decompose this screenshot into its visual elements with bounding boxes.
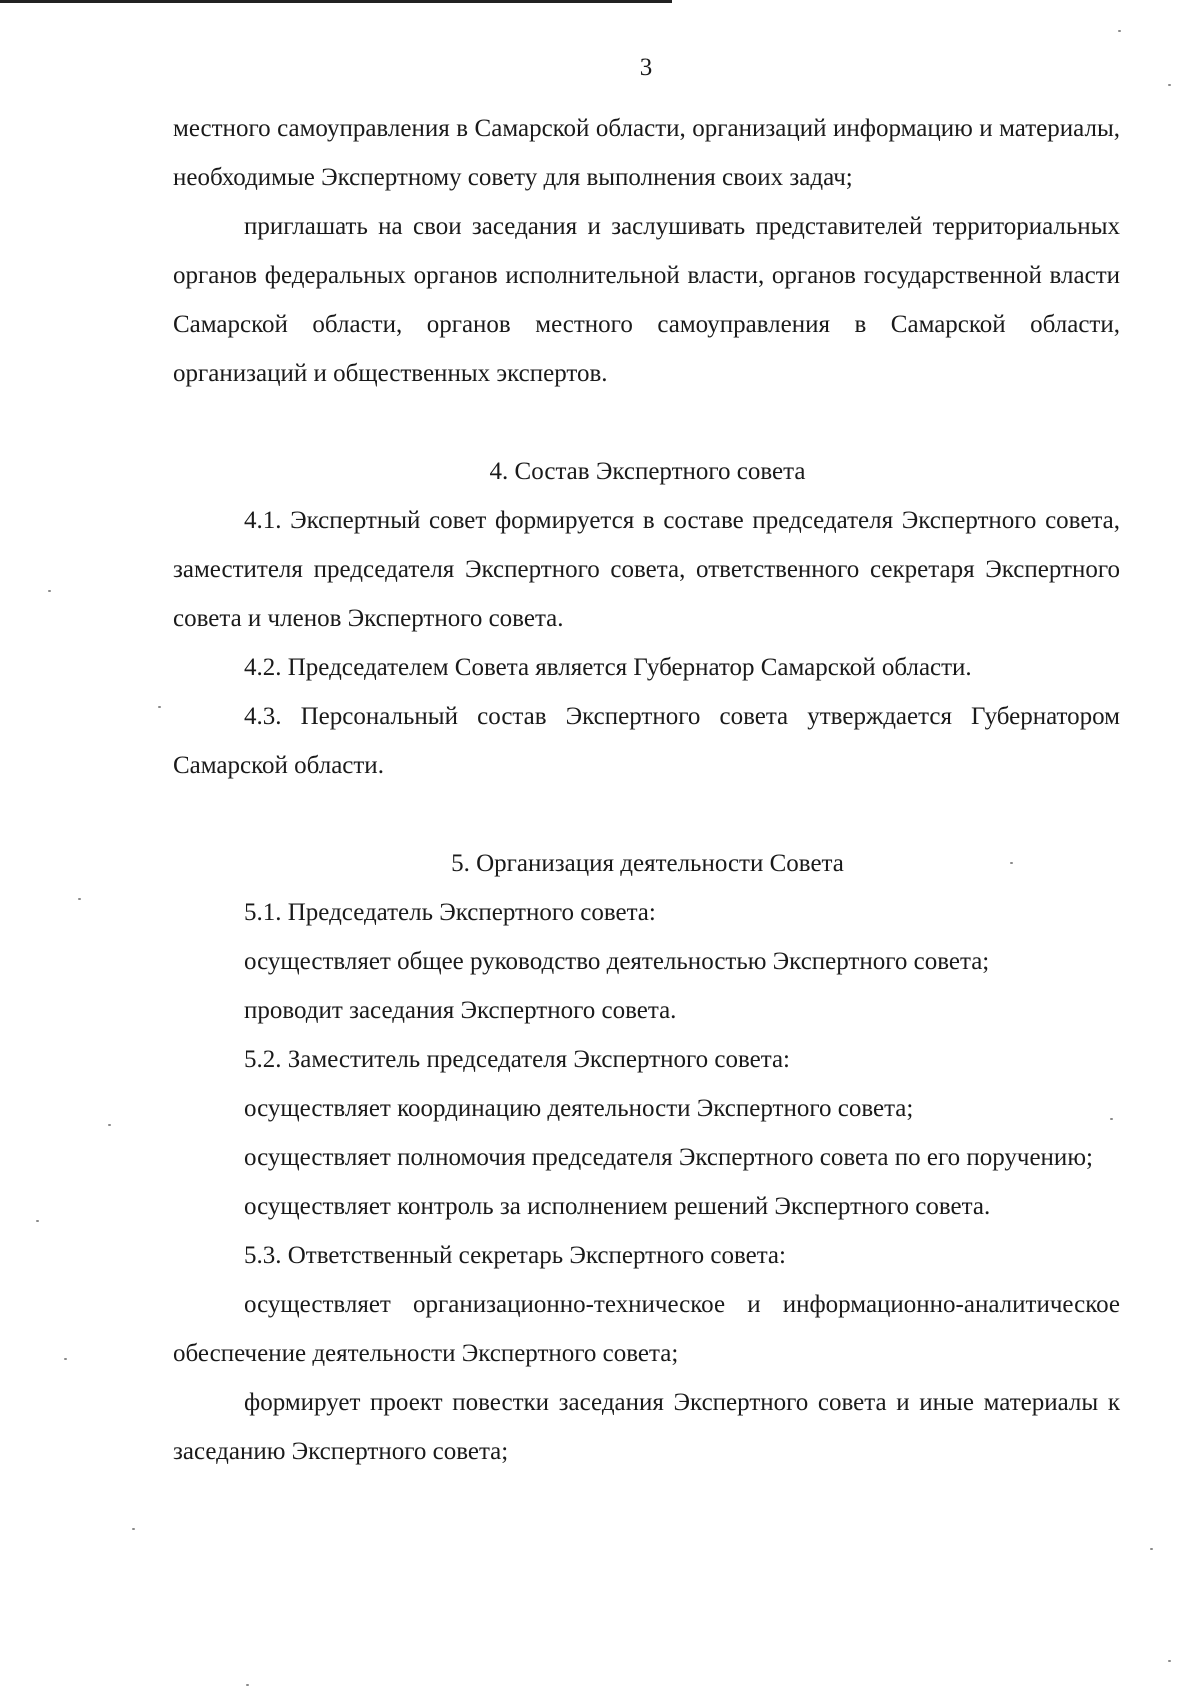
section-heading-5: 5. Организация деятельности Совета [451,850,844,877]
clause-5-2-item-control: осуществляет контроль за исполнением решений Экспертного совета. [244,1193,991,1220]
clause-4-3: 4.3. Персональный состав Экспертного совета утверждается Губернатором Самарской области. [173,703,1120,779]
scan-speck [108,1124,111,1126]
scan-speck [78,898,81,900]
scan-speck [1150,1548,1153,1550]
page-number: 3 [639,54,653,81]
document-body [173,104,1120,1476]
scan-speck [1110,1118,1113,1120]
clause-5-1-item-leadership: осуществляет общее руководство деятельностью Экспертного совета; [244,948,990,975]
scan-speck [64,1358,67,1360]
clause-4-2: 4.2. Председателем Совета является Губернатор Самарской области. [244,654,972,681]
scan-speck [132,1528,135,1530]
scan-speck [1168,84,1171,86]
scan-speck [1118,30,1121,32]
clause-4-1: 4.1. Экспертный совет формируется в составе председателя Экспертного совета, заместителя председателя Экспертного совета, ответственного секретаря Экспертного совета и членов Экспертного совета. [173,507,1120,632]
scan-speck [48,590,51,592]
scan-speck [246,1684,249,1686]
section-heading-4: 4. Состав Экспертного совета [489,458,806,485]
paragraph-invite-representatives: приглашать на свои заседания и заслушивать представителей территориальных органов федеральных органов исполнительной власти, органов государственной власти Самарской области, органов местного самоуправления в Самарской области, организаций и общественных экспертов. [173,213,1120,387]
clause-5-1: 5.1. Председатель Экспертного совета: [244,899,656,926]
top-edge-rule [0,0,672,3]
clause-5-2-item-powers: осуществляет полномочия председателя Экспертного совета по его поручению; [244,1144,1093,1171]
clause-5-3: 5.3. Ответственный секретарь Экспертного совета: [244,1242,786,1269]
scan-speck [36,1220,39,1222]
scan-speck [1010,862,1013,864]
paragraph-continuation: местного самоуправления в Самарской области, организаций информацию и материалы, необходимые Экспертному совету для выполнения своих задач; [173,115,1120,191]
clause-5-1-item-meetings: проводит заседания Экспертного совета. [244,997,677,1024]
clause-5-2: 5.2. Заместитель председателя Экспертного совета: [244,1046,790,1073]
scan-speck [1168,1660,1171,1662]
clause-5-3-item-support: осуществляет организационно-техническое и информационно-аналитическое обеспечение деятельности Экспертного совета; [173,1291,1120,1367]
clause-5-3-item-agenda: формирует проект повестки заседания Экспертного совета и иные материалы к заседанию Экспертного совета; [173,1389,1120,1465]
scan-speck [158,706,161,708]
clause-5-2-item-coordination: осуществляет координацию деятельности Экспертного совета; [244,1095,914,1122]
